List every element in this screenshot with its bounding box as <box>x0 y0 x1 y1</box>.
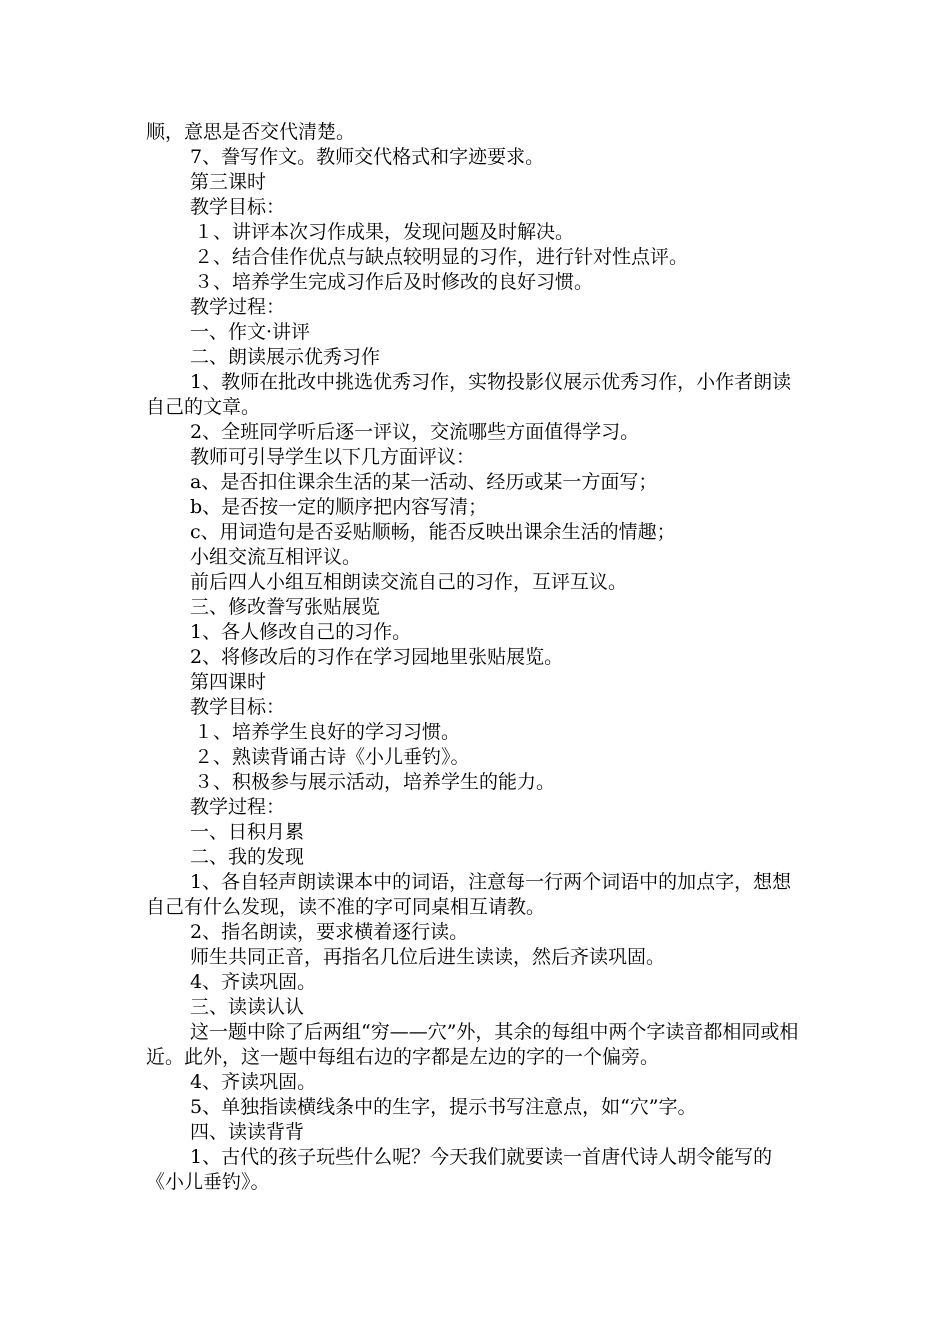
criteria-item-c: c、用词造句是否妥贴顺畅，能否反映出课余生活的情趣； <box>190 521 676 543</box>
process-part-1: 一、作文·讲评 <box>190 321 311 343</box>
process-part-2: 二、我的发现 <box>190 846 305 868</box>
process-part-4: 四、读读背背 <box>190 1121 305 1143</box>
paragraph-step: 4、齐读巩固。 <box>190 1071 317 1093</box>
paragraph-step: 4、齐读巩固。 <box>190 971 317 993</box>
paragraph-step: 2、将修改后的习作在学习园地里张贴展览。 <box>190 646 564 668</box>
paragraph-step: 1、各人修改自己的习作。 <box>190 621 412 643</box>
goal-item-3: ３、积极参与展示活动，培养学生的能力。 <box>194 771 556 793</box>
process-part-3: 三、读读认认 <box>190 996 305 1018</box>
teaching-goals-heading: 教学目标： <box>190 696 286 718</box>
criteria-item-b: b、是否按一定的顺序把内容写清； <box>190 496 488 518</box>
teaching-process-heading: 教学过程： <box>190 796 286 818</box>
paragraph-step: 2、指名朗读，要求横着逐行读。 <box>190 921 469 943</box>
process-part-2: 二、朗读展示优秀习作 <box>190 346 381 368</box>
goal-item-1: １、讲评本次习作成果，发现问题及时解决。 <box>194 221 575 243</box>
paragraph-text: 前后四人小组互相朗读交流自己的习作，互评互议。 <box>190 571 628 593</box>
goal-item-2: ２、熟读背诵古诗《小儿垂钓》。 <box>194 746 470 768</box>
goal-item-1: １、培养学生良好的学习习惯。 <box>194 721 461 743</box>
paragraph-step: 1、古代的孩子玩些什么呢？今天我们就要读一首唐代诗人胡令能写的《小儿垂钓》。 <box>146 1146 773 1193</box>
paragraph-step: 5、单独指读横线条中的生字，提示书写注意点，如“穴”字。 <box>190 1096 697 1118</box>
paragraph-text: 这一题中除了后两组“穷——穴”外，其余的每组中两个字读音都相同或相近。此外，这一题中每组右边的字都是左边的字的一个偏旁。 <box>146 1021 799 1068</box>
teaching-process-heading: 教学过程： <box>190 296 286 318</box>
section-heading-lesson-3: 第三课时 <box>190 171 267 193</box>
paragraph-step-7: 7、誊写作文。教师交代格式和字迹要求。 <box>190 146 545 168</box>
goal-item-3: ３、培养学生完成习作后及时修改的良好习惯。 <box>194 271 594 293</box>
teaching-goals-heading: 教学目标： <box>190 196 286 218</box>
document-page <box>146 120 808 1195</box>
paragraph-text: 教师可引导学生以下几方面评议： <box>190 446 476 468</box>
paragraph-step: 2、全班同学听后逐一评议，交流哪些方面值得学习。 <box>190 421 640 443</box>
process-part-1: 一、日积月累 <box>190 821 305 843</box>
paragraph-text: 师生共同正音，再指名几位后进生读读，然后齐读巩固。 <box>190 946 666 968</box>
paragraph-text: 小组交流互相评议。 <box>190 546 362 568</box>
paragraph-continuation: 顺，意思是否交代清楚。 <box>146 121 356 143</box>
goal-item-2: ２、结合佳作优点与缺点较明显的习作，进行针对性点评。 <box>194 246 689 268</box>
paragraph-step: 1、各自轻声朗读课本中的词语，注意每一行两个词语中的加点字，想想自己有什么发现，读不准的字可同桌相互请教。 <box>146 871 792 918</box>
criteria-item-a: a、是否扣住课余生活的某一活动、经历或某一方面写； <box>190 471 658 493</box>
paragraph-step: 1、教师在批改中挑选优秀习作，实物投影仪展示优秀习作，小作者朗读自己的文章。 <box>146 371 792 418</box>
process-part-3: 三、修改誊写张贴展览 <box>190 596 381 618</box>
section-heading-lesson-4: 第四课时 <box>190 671 267 693</box>
